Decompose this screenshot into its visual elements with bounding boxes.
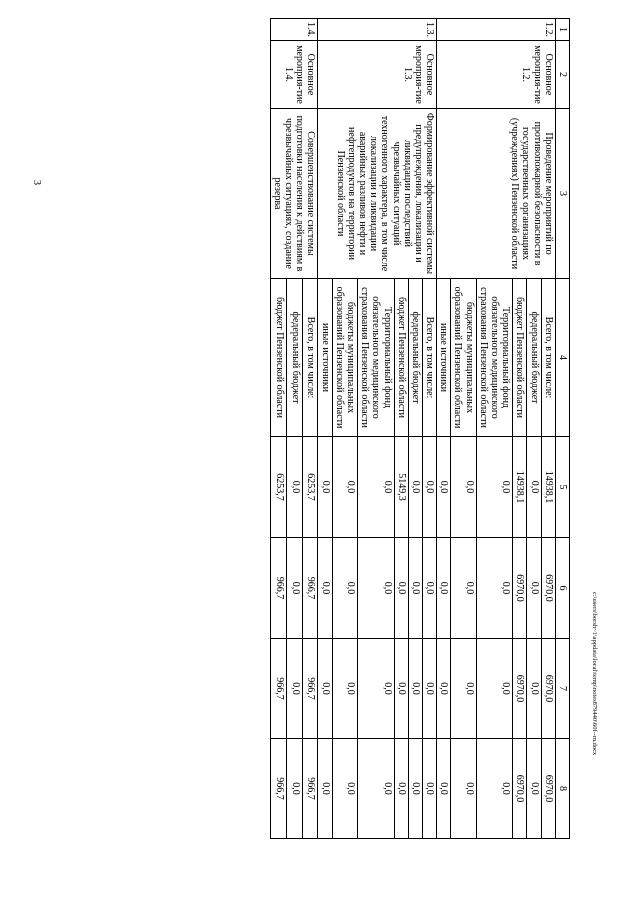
header-cell: 5 (555, 437, 569, 538)
table-row (541, 19, 555, 839)
amount-cell: 0,0 (451, 639, 476, 739)
amount-cell: 0,0 (437, 538, 451, 639)
amount-cell: 6253,7 (270, 437, 286, 538)
amount-cell: 0,0 (437, 639, 451, 739)
file-path-footer: c:\users\borsh~1\appdata\local\temp\notes879440\60f--m.docx (591, 592, 598, 756)
funding-source-cell: бюджеты муниципальных образований Пензенской области (332, 279, 357, 437)
funding-source-cell: бюджет Пензенской области (394, 279, 408, 437)
funding-source-cell: бюджет Пензенской области (270, 279, 286, 437)
amount-cell: 0,0 (476, 437, 513, 538)
funding-source-cell: Территориальный фонд обязательного медицинского страхования Пензенской области (358, 279, 395, 437)
funding-source-cell: иные источники (318, 279, 332, 437)
measure-title-cell: Формирование эффективной системы предупреждения, локализации и ликвидации последствий чрезвычайных ситуаций техногенного характера, в том числе локализации и ликвидации аварийных разливов нефти и нефтепродуктов на территории Пензенской области (318, 109, 437, 279)
header-cell: 8 (555, 739, 569, 839)
amount-cell: 0,0 (394, 538, 408, 639)
amount-cell: 0,0 (318, 639, 332, 739)
amount-cell: 0,0 (422, 437, 436, 538)
amount-cell: 0,0 (332, 739, 357, 839)
amount-cell: 966,7 (302, 538, 318, 639)
amount-cell: 0,0 (408, 739, 422, 839)
amount-cell: 6970,0 (513, 538, 527, 639)
table-row (422, 19, 436, 839)
amount-cell: 6253,7 (302, 437, 318, 538)
amount-cell: 0,0 (408, 538, 422, 639)
amount-cell: 0,0 (318, 437, 332, 538)
amount-cell: 0,0 (286, 538, 302, 639)
amount-cell: 6970,0 (513, 739, 527, 839)
funding-source-cell: Всего, в том числе: (422, 279, 436, 437)
measure-type-cell: Основное мероприя-тие 1.3. (318, 41, 437, 109)
amount-cell: 0,0 (437, 739, 451, 839)
amount-cell: 0,0 (332, 639, 357, 739)
amount-cell: 0,0 (358, 538, 395, 639)
amount-cell: 0,0 (408, 437, 422, 538)
amount-cell: 966,7 (270, 639, 286, 739)
measure-type-cell: Основное мероприя-тие 1.2. (437, 41, 556, 109)
funding-source-cell: бюджет Пензенской области (513, 279, 527, 437)
amount-cell: 0,0 (422, 739, 436, 839)
header-cell: 3 (555, 109, 569, 279)
amount-cell: 0,0 (358, 739, 395, 839)
funding-source-cell: иные источники (437, 279, 451, 437)
funding-source-cell: федеральный бюджет (408, 279, 422, 437)
header-cell: 7 (555, 639, 569, 739)
amount-cell: 6970,0 (541, 538, 555, 639)
header-cell: 1 (555, 19, 569, 41)
block-number-cell: 1.4. (270, 19, 318, 41)
amount-cell: 0,0 (451, 739, 476, 839)
amount-cell: 0,0 (408, 639, 422, 739)
amount-cell: 0,0 (318, 739, 332, 839)
amount-cell: 0,0 (394, 739, 408, 839)
amount-cell: 0,0 (286, 437, 302, 538)
funding-source-cell: Территориальный фонд обязательного медицинского страхования Пензенской области (476, 279, 513, 437)
amount-cell: 0,0 (332, 437, 357, 538)
amount-cell: 966,7 (302, 639, 318, 739)
funding-source-cell: федеральный бюджет (286, 279, 302, 437)
table-row (302, 19, 318, 839)
amount-cell: 0,0 (318, 538, 332, 639)
amount-cell: 0,0 (332, 538, 357, 639)
amount-cell: 6970,0 (541, 739, 555, 839)
amount-cell: 0,0 (527, 739, 541, 839)
amount-cell: 0,0 (394, 639, 408, 739)
block-number-cell: 1.2. (437, 19, 556, 41)
amount-cell: 966,7 (270, 739, 286, 839)
amount-cell: 0,0 (476, 538, 513, 639)
header-cell: 4 (555, 279, 569, 437)
measure-type-cell: Основное мероприя-тие 1.4. (270, 41, 318, 109)
table-header-row (555, 19, 569, 839)
amount-cell: 6970,0 (513, 639, 527, 739)
measure-title-cell: Проведение мероприятий по противопожарной безопасности в государственных организациях (учреждениях) Пензенской области (437, 109, 556, 279)
amount-cell: 0,0 (437, 437, 451, 538)
measure-title-cell: Совершенствование системы подготовки населения к действиям в чрезвычайных ситуациях, создание резерва (270, 109, 318, 279)
amount-cell: 966,7 (302, 739, 318, 839)
funding-source-cell: Всего, в том числе: (302, 279, 318, 437)
funding-source-cell: Всего, в том числе: (541, 279, 555, 437)
rotated-page-content (92, 18, 570, 838)
amount-cell: 0,0 (422, 639, 436, 739)
funding-source-cell: бюджеты муниципальных образований Пензенской области (451, 279, 476, 437)
funding-table (270, 18, 570, 839)
amount-cell: 0,0 (476, 639, 513, 739)
funding-source-cell: федеральный бюджет (527, 279, 541, 437)
page-number: 3 (31, 180, 42, 185)
amount-cell: 0,0 (358, 639, 395, 739)
header-cell: 2 (555, 41, 569, 109)
block-number-cell: 1.3. (318, 19, 437, 41)
amount-cell: 0,0 (451, 437, 476, 538)
amount-cell: 966,7 (270, 538, 286, 639)
header-cell: 6 (555, 538, 569, 639)
amount-cell: 0,0 (527, 538, 541, 639)
amount-cell: 14938,1 (513, 437, 527, 538)
amount-cell: 0,0 (527, 639, 541, 739)
amount-cell: 0,0 (476, 739, 513, 839)
amount-cell: 14938,1 (541, 437, 555, 538)
amount-cell: 0,0 (286, 739, 302, 839)
amount-cell: 0,0 (422, 538, 436, 639)
amount-cell: 5149,3 (394, 437, 408, 538)
amount-cell: 0,0 (451, 538, 476, 639)
amount-cell: 0,0 (527, 437, 541, 538)
amount-cell: 0,0 (358, 437, 395, 538)
amount-cell: 0,0 (286, 639, 302, 739)
amount-cell: 6970,0 (541, 639, 555, 739)
